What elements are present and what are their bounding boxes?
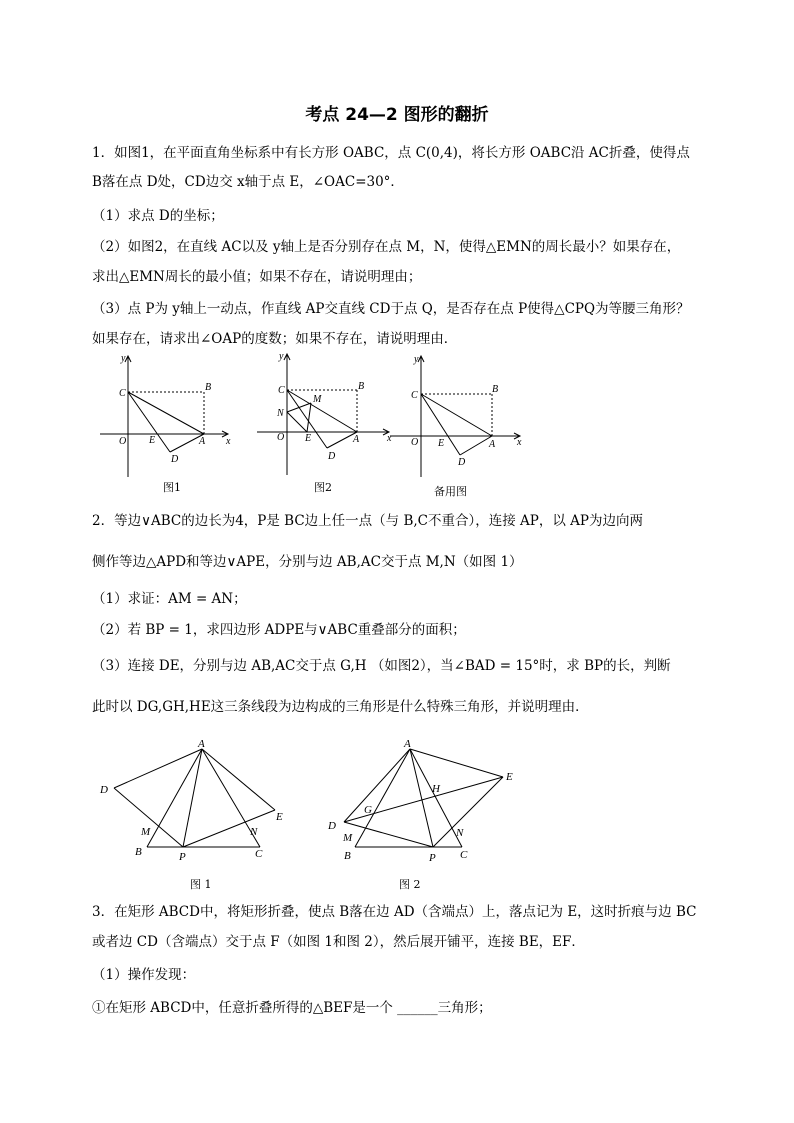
label-D: D [328, 820, 336, 832]
label-x: x [387, 433, 392, 444]
q2-sub-3a: （3）连接 DE，分别与边 AB,AC交于点 G,H （如图2），当∠BAD = 15°时，求 BP的长，判断 [92, 658, 671, 674]
label-P: P [429, 852, 436, 864]
q2-sub-3b: 此时以 DG,GH,HE这三条线段为边构成的三角形是什么特殊三角形，并说明理由． [92, 699, 589, 715]
label-B: B [205, 382, 212, 393]
q1-sub-1: （1）求点 D的坐标； [92, 208, 224, 224]
label-D: D [100, 784, 108, 796]
q1-caption-backup: 备用图 [434, 485, 467, 498]
label-x: x [517, 437, 522, 448]
label-C: C [411, 390, 418, 401]
label-N: N [250, 826, 258, 838]
label-A: A [489, 439, 496, 450]
q2-line-2: 侧作等边△APD和等边∨APE，分别与边 AB,AC交于点 M,N（如图 1） [92, 554, 523, 570]
q1-line-1: 1．如图1，在平面直角坐标系中有长方形 OABC，点 C(0,4)，将长方形 OABC沿 AC折叠，使得点 [92, 145, 690, 161]
q2-figure-2 [320, 737, 530, 867]
label-B: B [344, 850, 351, 862]
label-E: E [305, 433, 312, 444]
q2-line-1: 2．等边∨ABC的边长为4，P是 BC边上任一点（与 B,C不重合），连接 AP，以 AP为边向两 [92, 513, 644, 529]
label-A: A [199, 436, 206, 447]
q1-figure-2 [255, 350, 395, 475]
label-B: B [358, 381, 365, 392]
label-P: P [179, 851, 186, 863]
label-N: N [277, 408, 284, 419]
label-O: O [411, 437, 419, 448]
label-O: O [119, 436, 127, 447]
label-y: y [279, 351, 284, 362]
label-M: M [313, 394, 322, 405]
q1-caption-1: 图1 [163, 481, 181, 494]
q1-sub-2b: 求出△EMN周长的最小值；如果不存在，请说明理由； [92, 269, 422, 285]
label-D: D [171, 454, 179, 465]
q2-sub-2: （2）若 BP = 1，求四边形 ADPE与∨ABC重叠部分的面积； [92, 622, 466, 638]
label-G: G [364, 804, 372, 816]
q1-sub-2a: （2）如图2，在直线 AC以及 y轴上是否分别存在点 M，N，使得△EMN的周长最小？如果存在， [92, 239, 681, 255]
label-N: N [456, 827, 464, 839]
label-C: C [460, 849, 468, 861]
q3-sub-2: ①在矩形 ABCD中，任意折叠所得的△BEF是一个 ______三角形； [92, 1000, 492, 1016]
label-E: E [506, 771, 513, 783]
label-D: D [458, 457, 466, 468]
label-E: E [276, 811, 283, 823]
label-A: A [353, 434, 360, 445]
q1-caption-2: 图2 [314, 481, 332, 494]
label-E: E [149, 435, 156, 446]
label-y: y [414, 354, 419, 365]
label-C: C [278, 385, 285, 396]
label-H: H [432, 783, 440, 795]
q1-sub-3b: 如果存在，请求出∠OAP的度数；如果不存在，请说明理由． [92, 331, 458, 347]
page-title: 考点 24—2 图形的翻折 [305, 105, 489, 125]
q1-line-2: B落在点 D处，CD边交 x轴于点 E，∠OAC=30°． [92, 174, 404, 190]
q2-caption-2: 图 2 [399, 878, 421, 891]
label-C: C [119, 388, 126, 399]
label-A: A [404, 738, 411, 750]
label-D: D [328, 451, 336, 462]
label-x: x [226, 436, 231, 447]
q3-sub-1: （1）操作发现： [92, 967, 196, 983]
label-M: M [141, 826, 151, 838]
q3-line-2: 或者边 CD（含端点）交于点 F（如图 1和图 2），然后展开铺平，连接 BE，EF． [92, 934, 585, 950]
q3-line-1: 3．在矩形 ABCD中，将矩形折叠，使点 B落在边 AD（含端点）上，落点记为 E，这时折痕与边 BC [92, 904, 697, 920]
q1-sub-3a: （3）点 P为 y轴上一动点，作直线 AP交直线 CD于点 Q，是否存在点 P使得△CPQ为等腰三角形？ [92, 301, 690, 317]
label-M: M [343, 832, 353, 844]
q2-sub-1: （1）求证：AM = AN； [92, 591, 247, 607]
label-B: B [135, 846, 142, 858]
label-O: O [277, 432, 285, 443]
label-A: A [198, 738, 205, 750]
label-E: E [438, 438, 445, 449]
label-y: y [121, 353, 126, 364]
q2-caption-1: 图 1 [190, 878, 212, 891]
q2-figure-1 [95, 737, 295, 867]
label-C: C [255, 848, 263, 860]
q1-figure-backup [388, 352, 528, 477]
q1-figure-1 [98, 352, 238, 477]
label-B: B [492, 384, 499, 395]
